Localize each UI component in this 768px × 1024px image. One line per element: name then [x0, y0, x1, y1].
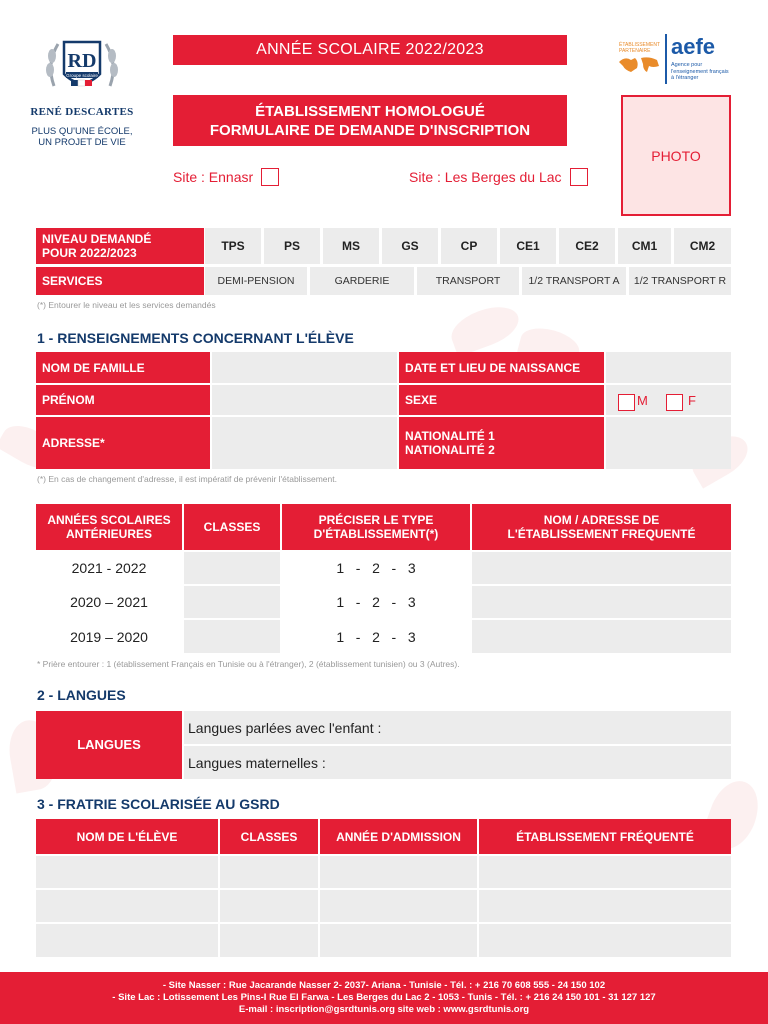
history-header-type: PRÉCISER LE TYPE D'ÉTABLISSEMENT(*) — [282, 504, 470, 550]
logo-name: RENÉ DESCARTES — [30, 106, 134, 118]
sibling-admission-field[interactable] — [320, 890, 477, 922]
history-year: 2020 – 2021 — [70, 594, 148, 610]
birth-date-place-field[interactable] — [606, 352, 731, 383]
address-label: ADRESSE* — [36, 417, 210, 469]
history-class-field[interactable] — [184, 586, 280, 618]
first-name-field[interactable] — [212, 385, 397, 415]
service-option[interactable]: GARDERIE — [310, 267, 414, 295]
section-1-title: 1 - RENSEIGNEMENTS CONCERNANT L'ÉLÈVE — [37, 330, 354, 346]
service-option[interactable]: 1/2 TRANSPORT R — [629, 267, 731, 295]
footer-contact: - Site Nasser : Rue Jacarande Nasser 2- 2037- Ariana - Tunisie - Tél. : + 216 70 608 555 - 24 150 102 - Site Lac : Lotissement Les Pins-I Rue El Farwa - Les Berges du Lac 2 - 1053 - Tunis - Tél. : + 216 24 150 101 - 31 127 127 E-mail : inscription@gsrdtunis.org site web : www.gsrdtunis.org — [0, 972, 768, 1024]
level-option[interactable]: CE2 — [559, 228, 615, 264]
school-year-banner: ANNÉE SCOLAIRE 2022/2023 — [173, 35, 567, 65]
last-name-field[interactable] — [212, 352, 397, 383]
service-option[interactable]: DEMI-PENSION — [205, 267, 307, 295]
decorative-laurel — [446, 299, 524, 357]
address-note: (*) En cas de changement d'adresse, il est impératif de prévenir l'établissement. — [37, 474, 337, 484]
siblings-header-classes: CLASSES — [220, 819, 318, 854]
siblings-header-school: ÉTABLISSEMENT FRÉQUENTÉ — [479, 819, 731, 854]
aefe-partner-logo: ÉTABLISSEMENT PARTENAIRE aefe Agence pour l'enseignement français à l'étranger — [617, 34, 732, 86]
siblings-header-name: NOM DE L'ÉLÈVE — [36, 819, 218, 854]
sibling-admission-field[interactable] — [320, 924, 477, 957]
sex-f-checkbox[interactable] — [666, 394, 683, 411]
history-header-classes: CLASSES — [184, 504, 280, 550]
level-option[interactable]: TPS — [205, 228, 261, 264]
site-ennasr-option[interactable]: Site : Ennasr — [173, 168, 279, 186]
form-title: ÉTABLISSEMENT HOMOLOGUÉ FORMULAIRE DE DEMANDE D'INSCRIPTION — [173, 95, 567, 146]
sibling-school-field[interactable] — [479, 890, 731, 922]
service-option[interactable]: TRANSPORT — [417, 267, 519, 295]
history-header-years: ANNÉES SCOLAIRES ANTÉRIEURES — [36, 504, 182, 550]
sibling-name-field[interactable] — [36, 856, 218, 888]
level-option[interactable]: MS — [323, 228, 379, 264]
section-2-title: 2 - LANGUES — [37, 687, 126, 703]
birth-date-place-label: DATE ET LIEU DE NAISSANCE — [399, 352, 604, 383]
history-class-field[interactable] — [184, 552, 280, 584]
history-type-choice[interactable]: 1 - 2 - 3 — [336, 628, 416, 645]
address-field[interactable] — [212, 417, 397, 469]
level-option[interactable]: PS — [264, 228, 320, 264]
history-type-choice[interactable]: 1 - 2 - 3 — [336, 594, 416, 610]
level-option[interactable]: CP — [441, 228, 497, 264]
level-option[interactable]: CE1 — [500, 228, 556, 264]
languages-label: LANGUES — [36, 711, 182, 779]
site-lac-option[interactable]: Site : Les Berges du Lac — [409, 168, 588, 186]
svg-text:Groupe scolaire: Groupe scolaire — [66, 73, 98, 78]
spoken-languages-field[interactable]: Langues parlées avec l'enfant : — [184, 711, 731, 744]
level-option[interactable]: CM1 — [618, 228, 671, 264]
rene-descartes-logo — [44, 34, 120, 104]
history-year: 2021 - 2022 — [71, 560, 147, 576]
section-3-title: 3 - FRATRIE SCOLARISÉE AU GSRD — [37, 796, 280, 812]
level-option[interactable]: GS — [382, 228, 438, 264]
history-header-school: NOM / ADRESSE DE L'ÉTABLISSEMENT FREQUENTÉ — [472, 504, 731, 550]
world-map-icon — [617, 54, 661, 78]
level-label: NIVEAU DEMANDÉ POUR 2022/2023 — [36, 228, 204, 264]
history-class-field[interactable] — [184, 620, 280, 653]
service-option[interactable]: 1/2 TRANSPORT A — [522, 267, 626, 295]
history-type-choice[interactable]: 1 - 2 - 3 — [336, 560, 416, 576]
site-lac-checkbox[interactable] — [570, 168, 588, 186]
levels-note: (*) Entourer le niveau et les services demandés — [37, 300, 216, 310]
history-school-field[interactable] — [472, 552, 731, 584]
services-label: SERVICES — [36, 267, 204, 295]
level-option[interactable]: CM2 — [674, 228, 731, 264]
nationality-label: NATIONALITÉ 1 NATIONALITÉ 2 — [399, 417, 604, 469]
first-name-label: PRÉNOM — [36, 385, 210, 415]
sibling-school-field[interactable] — [479, 856, 731, 888]
sibling-class-field[interactable] — [220, 924, 318, 957]
logo-tagline: PLUS QU'UNE ÉCOLE, UN PROJET DE VIE — [31, 126, 133, 148]
sibling-class-field[interactable] — [220, 856, 318, 888]
type-note: * Prière entourer : 1 (établissement Français en Tunisie ou à l'étranger), 2 (établissement tunisien) ou 3 (Autres). — [37, 659, 460, 669]
last-name-label: NOM DE FAMILLE — [36, 352, 210, 383]
sex-label: SEXE — [399, 385, 604, 415]
siblings-header-admission: ANNÉE D'ADMISSION — [320, 819, 477, 854]
history-school-field[interactable] — [472, 586, 731, 618]
history-school-field[interactable] — [472, 620, 731, 653]
sibling-school-field[interactable] — [479, 924, 731, 957]
sibling-name-field[interactable] — [36, 924, 218, 957]
sex-m-checkbox[interactable] — [618, 394, 635, 411]
site-ennasr-checkbox[interactable] — [261, 168, 279, 186]
history-year: 2019 – 2020 — [70, 628, 148, 645]
photo-placeholder[interactable]: PHOTO — [621, 95, 731, 216]
native-languages-field[interactable]: Langues maternelles : — [184, 746, 731, 779]
svg-text:RD: RD — [67, 50, 97, 72]
sibling-admission-field[interactable] — [320, 856, 477, 888]
sibling-class-field[interactable] — [220, 890, 318, 922]
sex-field: M F — [606, 385, 731, 415]
sibling-name-field[interactable] — [36, 890, 218, 922]
nationality-field[interactable] — [606, 417, 731, 469]
